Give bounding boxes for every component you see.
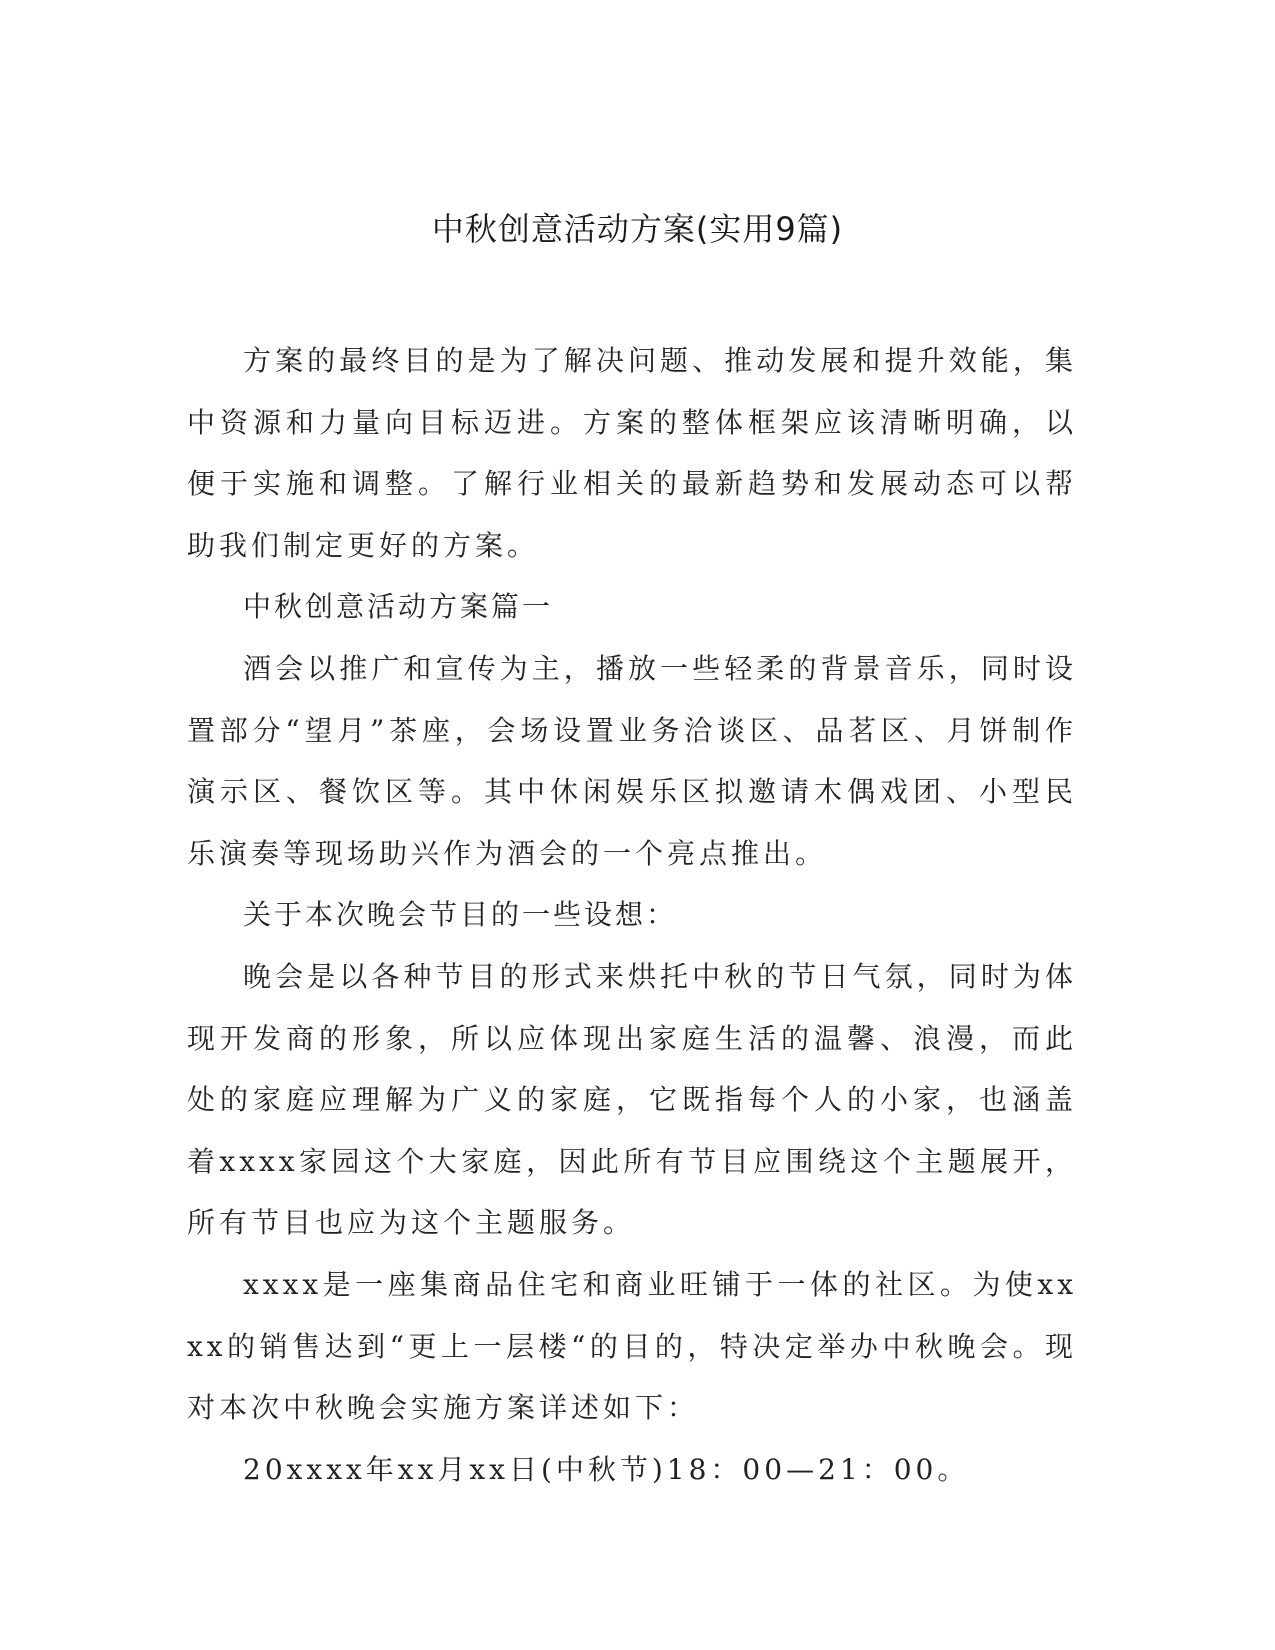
document-body: [187, 330, 1077, 1500]
body-paragraph: 晚会是以各种节目的形式来烘托中秋的节日气氛，同时为体现开发商的形象，所以应体现出家庭生活的温馨、浪漫，而此处的家庭应理解为广义的家庭，它既指每个人的小家，也涵盖着xxxx家园这个大家庭，因此所有节目应围绕这个主题展开，所有节目也应为这个主题服务。: [187, 959, 1077, 1240]
event-time-paragraph: 20xxxx年xx月xx日(中秋节)18：00—21：00。: [243, 1452, 970, 1486]
body-paragraph: 关于本次晚会节目的一些设想：: [243, 898, 678, 932]
page-title: 中秋创意活动方案(实用9篇): [431, 210, 844, 248]
section-heading: 中秋创意活动方案篇一: [243, 590, 554, 624]
body-paragraph: 酒会以推广和宣传为主，播放一些轻柔的背景音乐，同时设置部分“望月”茶座，会场设置业务洽谈区、品茗区、月饼制作演示区、餐饮区等。其中休闲娱乐区拟邀请木偶戏团、小型民乐演奏等现场助兴作为酒会的一个亮点推出。: [187, 651, 1077, 870]
body-paragraph: xxxx是一座集商品住宅和商业旺铺于一体的社区。为使xxxx的销售达到“更上一层楼“的目的，特决定举办中秋晚会。现对本次中秋晚会实施方案详述如下：: [187, 1267, 1077, 1425]
intro-paragraph: 方案的最终目的是为了解决问题、推动发展和提升效能，集中资源和力量向目标迈进。方案的整体框架应该清晰明确，以便于实施和调整。了解行业相关的最新趋势和发展动态可以帮助我们制定更好的方案。: [187, 344, 1077, 562]
